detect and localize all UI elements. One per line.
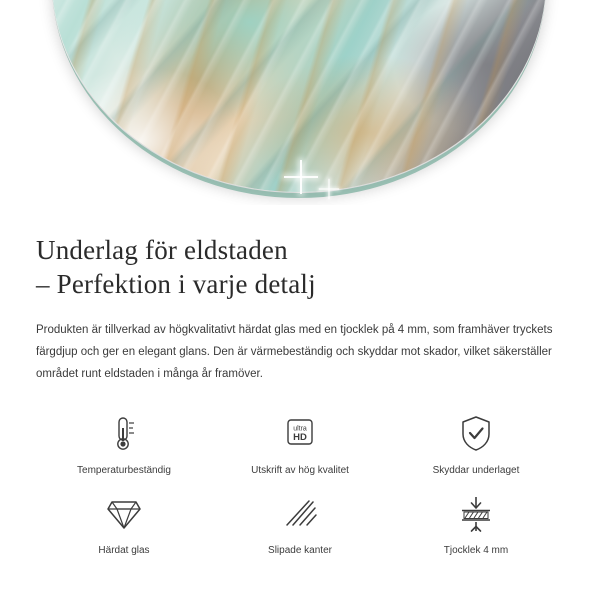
feature-item [212,493,388,557]
ultra-hd-icon [281,413,319,455]
feature-item [212,413,388,477]
headline-line-1: Underlag för eldstaden [36,235,288,265]
polished-edges-icon [281,493,319,535]
feature-item [36,413,212,477]
feature-label: Slipade kanter [268,545,332,556]
diamond-icon [104,493,144,535]
thermometer-icon [107,413,141,455]
feature-item [36,493,212,557]
feature-item [388,413,564,477]
svg-text:ultra: ultra [293,425,307,433]
thickness-arrows-icon [456,493,496,535]
content-block [0,205,600,557]
marble-glass-disc [52,0,546,192]
feature-label: Temperaturbeständig [77,465,171,476]
feature-label: Skyddar underlaget [432,465,520,476]
feature-label: Utskrift av hög kvalitet [251,465,349,476]
headline-line-2: – Perfektion i varje detalj [36,269,316,299]
feature-item [388,493,564,557]
page-title [36,233,564,301]
svg-text:HD: HD [293,432,307,443]
feature-grid [36,413,564,557]
description-paragraph: Produkten är tillverkad av högkvalitativt härdat glas med en tjocklek på 4 mm, som framhäver tryckets färgdjup och ger en elegant glans. Den är värmebeständig och skyddar mot skador, vilket säkerställer området runt eldstaden i många år framöver. [36,324,553,380]
feature-label: Tjocklek 4 mm [443,545,509,556]
shield-check-icon [458,413,494,455]
feature-label: Härdat glas [98,545,150,556]
hero-image [0,0,600,205]
